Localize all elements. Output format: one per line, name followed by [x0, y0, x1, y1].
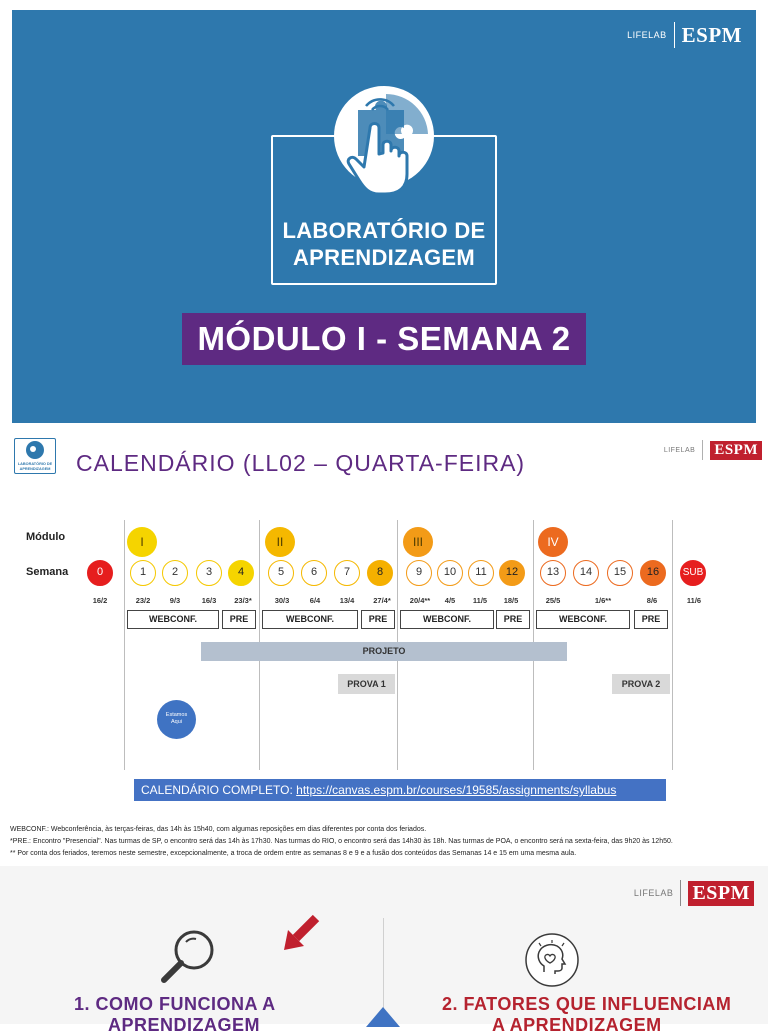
week-date-2: 9/3 [169, 596, 181, 605]
week-circle-3: 3 [196, 560, 222, 586]
week-date-13: 25/5 [545, 596, 561, 605]
week-date-1: 23/2 [135, 596, 151, 605]
calendar-link[interactable]: https://canvas.espm.br/courses/19585/assignments/syllabus [296, 783, 617, 797]
espm-logo-text: ESPM [681, 22, 742, 47]
globe-icon [15, 439, 55, 461]
pre-segment: PRE [496, 610, 530, 629]
week-date-sub: 11/6 [686, 596, 702, 605]
topic-1-line1: 1. COMO FUNCIONA A [74, 994, 276, 1014]
espm-brand [634, 880, 754, 906]
lab-logo-title-line1: LABORATÓRIO DE [282, 218, 486, 243]
week-date-7: 13/4 [339, 596, 355, 605]
week-circle-13: 13 [540, 560, 566, 586]
lab-mini-logo-line1: LABORATÓRIO DE [17, 462, 53, 466]
head-heart-icon [524, 932, 580, 988]
week-circle-2: 2 [162, 560, 188, 586]
lab-logo-title [271, 217, 497, 271]
espm-logo-text: ESPM [710, 441, 762, 460]
module-circle-i: I [127, 527, 157, 557]
estamos-aqui-line1: Estamos [165, 712, 188, 718]
topic-2-title [442, 994, 732, 1035]
pre-segment: PRE [222, 610, 256, 629]
espm-logo-text: ESPM [688, 881, 754, 906]
lifelab-label: LIFELAB [663, 446, 696, 454]
calendar-title: CALENDÁRIO (LL02 – QUARTA-FEIRA) [76, 450, 526, 476]
footnotes [10, 824, 762, 860]
webconf-segment: WEBCONF. [262, 610, 358, 629]
webconf-segment: WEBCONF. [127, 610, 219, 629]
week-circle-7: 7 [334, 560, 360, 586]
module-circle-ii: II [265, 527, 295, 557]
week-date-10: 4/5 [444, 596, 456, 605]
arrow-down-left-icon [280, 912, 324, 956]
topic-1-title [74, 994, 276, 1035]
week-date-4: 23/3* [234, 596, 252, 605]
week-date-8: 27/4* [373, 596, 391, 605]
week-date-15: 1/6** [594, 596, 612, 605]
week-date-0: 16/2 [92, 596, 108, 605]
webconf-segment: WEBCONF. [400, 610, 494, 629]
modulo-row-label: Módulo [26, 531, 66, 543]
lab-mini-logo-line2: APRENDIZAGEM [19, 466, 51, 471]
footnote-webconf: WEBCONF.: Webconferência, às terças-feiras, das 14h às 15h40, com algumas reposições em dias diferentes por conta dos feriados. [10, 826, 427, 833]
week-circle-9: 9 [406, 560, 432, 586]
lab-mini-logo-text [15, 462, 55, 471]
brand-separator [674, 22, 675, 48]
topic-2-title-text [442, 994, 732, 1035]
magnifier-icon [154, 924, 220, 990]
week-date-5: 30/3 [274, 596, 290, 605]
estamos-aqui-marker [157, 700, 196, 739]
week-circle-8: 8 [367, 560, 393, 586]
pre-segment: PRE [361, 610, 395, 629]
projeto-bar: PROJETO [201, 642, 567, 661]
week-circle-sub: SUB [680, 560, 706, 586]
brand-separator [680, 880, 681, 906]
week-circle-12: 12 [499, 560, 525, 586]
week-circle-11: 11 [468, 560, 494, 586]
week-circle-14: 14 [573, 560, 599, 586]
lifelab-label: LIFELAB [633, 888, 674, 898]
title-slide [12, 10, 756, 423]
footnote-pre: *PRE.: Encontro "Presencial". Nas turmas de SP, o encontro será das 14h às 17h30. Nas turmas do RIO, o encontro será das 14h30 às 18h. Nas turmas de POA, o encontro será na sexta-feira, das 9h20 às 12h50. [10, 838, 673, 845]
calendar-link-box [134, 779, 666, 801]
topic-2-line2: A APRENDIZAGEM [492, 1015, 662, 1035]
footnote-feriados: ** Por conta dos feriados, teremos neste semestre, excepcionalmente, a troca de ordem entre as semanas 8 e 9 e a fusão dos conteúdos das Semanas 14 e 15 em uma mesma aula. [10, 850, 577, 857]
week-circle-5: 5 [268, 560, 294, 586]
brand-separator [702, 440, 703, 460]
semana-row-label: Semana [26, 566, 69, 578]
topic-2-line1: 2. FATORES QUE INFLUENCIAM [442, 994, 732, 1014]
week-date-12: 18/5 [503, 596, 519, 605]
week-circle-1: 1 [130, 560, 156, 586]
calendar-link-label: CALENDÁRIO COMPLETO: [141, 783, 297, 797]
espm-brand [627, 22, 742, 48]
lab-logo-title-line2: APRENDIZAGEM [292, 245, 476, 270]
week-circle-15: 15 [607, 560, 633, 586]
espm-brand [664, 440, 762, 460]
webconf-segment: WEBCONF. [536, 610, 630, 629]
module-divider [124, 520, 125, 770]
next-slide-chevron-icon [366, 1007, 400, 1027]
pre-segment: PRE [634, 610, 668, 629]
module-divider [672, 520, 673, 770]
prova-2-box: PROVA 2 [612, 674, 670, 694]
week-circle-0: 0 [87, 560, 113, 586]
lab-mini-logo [14, 438, 56, 474]
week-circle-4: 4 [228, 560, 254, 586]
topic-1-title-text [74, 994, 276, 1035]
week-date-3: 16/3 [201, 596, 217, 605]
topic-1-line2: APRENDIZAGEM [108, 1015, 261, 1035]
estamos-aqui-line2: Aqui [170, 719, 182, 725]
week-date-6: 6/4 [309, 596, 321, 605]
module-title: MÓDULO I - SEMANA 2 [182, 313, 586, 365]
prova-1-box: PROVA 1 [338, 674, 395, 694]
module-circle-iv: IV [538, 527, 568, 557]
lifelab-label: LIFELAB [627, 30, 667, 40]
week-circle-16: 16 [640, 560, 666, 586]
week-date-9: 20/4** [409, 596, 431, 605]
week-date-11: 11/5 [472, 596, 488, 605]
puzzle-hand-icon [324, 80, 444, 200]
topics-slide [0, 866, 768, 1035]
week-circle-10: 10 [437, 560, 463, 586]
module-circle-iii: III [403, 527, 433, 557]
calendar-slide [0, 432, 768, 866]
week-date-16: 8/6 [646, 596, 658, 605]
week-circle-6: 6 [301, 560, 327, 586]
